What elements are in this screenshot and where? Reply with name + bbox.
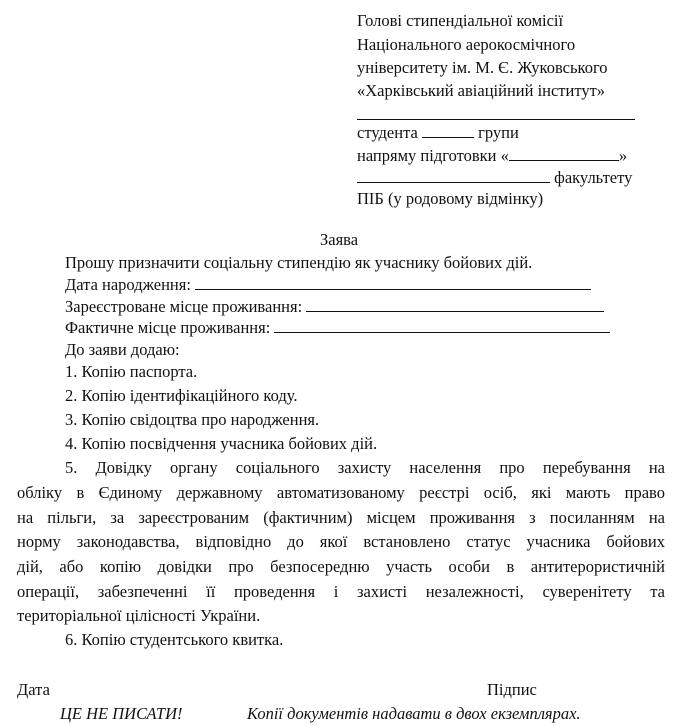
addressee-line-2: Національного аерокосмічного [357,35,576,54]
list-item: 6. Копію студентського квитка. [65,630,284,649]
student-group-line [357,125,519,142]
registered-address-label: Зареєстроване місце проживання: [65,297,303,316]
birth-date-blank [195,277,591,290]
name-hint: ПІБ (у родовому відмінку) [357,189,544,208]
actual-address-line [65,320,610,337]
attachments-heading: До заяви додаю: [65,340,180,359]
addressee-line-3: університету ім. М. Є. Жуковського [357,58,608,77]
item5-line-2: обліку в Єдиному державному автоматизованому реєстрі осіб, які мають право [17,483,665,502]
direction-label: напряму підготовки « [357,146,509,165]
name-blank-line [357,119,635,120]
list-item: 2. Копію ідентифікаційного коду. [65,386,298,405]
list-item: 1. Копію паспорта. [65,362,198,381]
list-item: 3. Копію свідоцтва про народження. [65,410,320,429]
direction-blank [509,148,619,161]
registered-address-blank [306,299,604,312]
signature-label: Підпис [487,680,537,699]
item5-line-5: дій, або копію довідки про безпосередню участь особи в антитерористичній [17,557,665,576]
addressee-line-4: «Харківський авіаційний інститут» [357,81,606,100]
date-label: Дата [17,680,50,699]
faculty-blank [357,170,550,183]
birth-date-label: Дата народження: [65,275,191,294]
document-title: Заява [320,230,359,249]
list-item: 4. Копію посвідчення учасника бойових дій. [65,434,378,453]
item5-line-7: територіальної цілісності України. [17,606,261,625]
actual-address-blank [274,320,610,333]
student-label: студента [357,123,418,142]
group-label: групи [478,123,519,142]
direction-line [357,148,627,165]
birth-date-line [65,277,591,294]
direction-close: » [618,146,628,165]
item5-line-4: норму законодавства, відповідно до якої встановлено статус учасника бойових [17,532,665,551]
faculty-line [357,170,632,187]
actual-address-label: Фактичне місце проживання: [65,318,271,337]
item5-line-3: на пільги, за зареєстрованим (фактичним) місцем проживання з посиланням на [17,508,665,527]
group-number-blank [422,125,474,138]
request-text: Прошу призначити соціальну стипендію як учаснику бойових дій. [65,253,533,272]
item5-line-1: 5. Довідку органу соціального захисту населення про перебування на [65,458,665,477]
addressee-line-1: Голові стипендіальної комісії [357,11,564,30]
item5-line-6: операції, забезпеченні її проведення і захисті незалежності, суверенітету та [17,582,665,601]
faculty-label: факультету [554,168,633,187]
registered-address-line [65,299,604,316]
do-not-write-note: ЦЕ НЕ ПИСАТИ! [60,704,183,723]
copies-note: Копії документів надавати в двох екземплярах. [247,704,581,723]
